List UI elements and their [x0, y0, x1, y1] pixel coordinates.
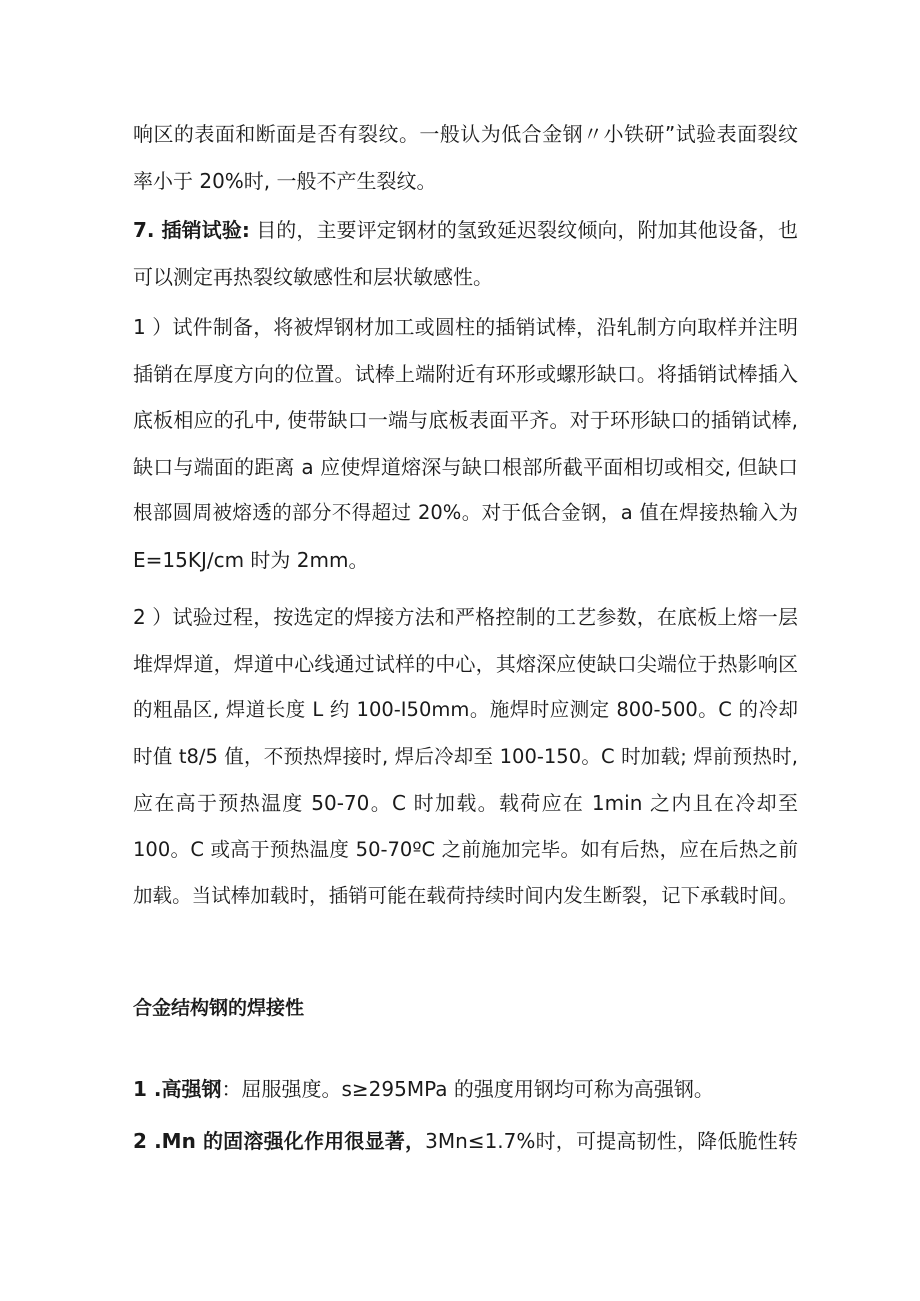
text-line: 插销在厚度方向的位置。试棒上端附近有环形或螺形缺口。将插销试棒插入 [133, 361, 798, 386]
text-span: 目的，主要评定钢材的氢致延迟裂纹倾向，附加其他设备，也 [249, 218, 798, 242]
paragraph-implant-test [133, 207, 798, 300]
text-line: E=15KJ∕cm 时为 2mm。 [133, 547, 369, 572]
text-line: 堆焊焊道，焊道中心线通过试样的中心，其熔深应使缺口尖端位于热影响区 [133, 651, 798, 676]
text-line: 率小于 20%时, 一般不产生裂纹。 [133, 168, 437, 193]
paragraph-specimen-preparation [133, 304, 798, 583]
text-line [133, 1066, 798, 1113]
item-label: 1 .高强钢 [133, 1077, 222, 1101]
section-label: 7. 插销试验: [133, 218, 250, 242]
paragraph-test-procedure [133, 594, 798, 920]
text-line: 响区的表面和断面是否有裂纹。一般认为低合金钢〃小铁研”试验表面裂纹 [133, 122, 798, 146]
text-line: 的粗晶区, 焊道长度 L 约 100-I50mm。施焊时应测定 800-500。C 的冷却 [133, 698, 798, 721]
text-line: 加载。当试棒加载时，插销可能在载荷持续时间内发生断裂，记下承载时间。 [133, 884, 798, 907]
text-span: ：屈服强度。s≥295MPa 的强度用钢均可称为高强钢。 [221, 1077, 714, 1101]
text-line: 应在高于预热温度 50-70。C 时加载。载荷应在 1min 之内且在冷却至 [133, 791, 798, 815]
text-line: 底板相应的孔中, 使带缺口一端与底板表面平齐。对于环形缺口的插销试棒, [133, 408, 798, 432]
text-line [133, 207, 798, 254]
list-item-manganese [133, 1118, 798, 1165]
text-line: 可以测定再热裂纹敏感性和层状敏感性。 [133, 264, 493, 289]
list-item-high-strength-steel [133, 1066, 798, 1113]
text-line: 时值 t8∕5 值，不预热焊接时, 焊后冷却至 100-150。C 时加载; 焊前预热时, [133, 744, 798, 768]
text-line: 1 ）试件制备，将被焊钢材加工或圆柱的插销试棒，沿轧制方向取样并注明 [133, 315, 798, 339]
item-label: 2 .Mn 的固溶强化作用很显著， [133, 1129, 426, 1153]
text-line [133, 1118, 798, 1165]
text-line: 100。C 或高于预热温度 50-70ºC 之前施加完毕。如有后热，应在后热之前 [133, 837, 798, 861]
text-span: 3Mn≤1.7%时，可提高韧性，降低脆性转 [425, 1129, 798, 1153]
text-line: 缺口与端面的距离 a 应使焊道熔深与缺口根部所截平面相切或相交, 但缺口 [133, 454, 798, 479]
paragraph-crack-rate [133, 111, 798, 204]
text-line: 根部圆周被熔透的部分不得超过 20%。对于低合金钢，a 值在焊接热输入为 [133, 501, 798, 524]
text-line: 2 ）试验过程，按选定的焊接方法和严格控制的工艺参数，在底板上熔一层 [133, 605, 798, 629]
section-heading: 合金结构钢的焊接性 [133, 997, 305, 1019]
